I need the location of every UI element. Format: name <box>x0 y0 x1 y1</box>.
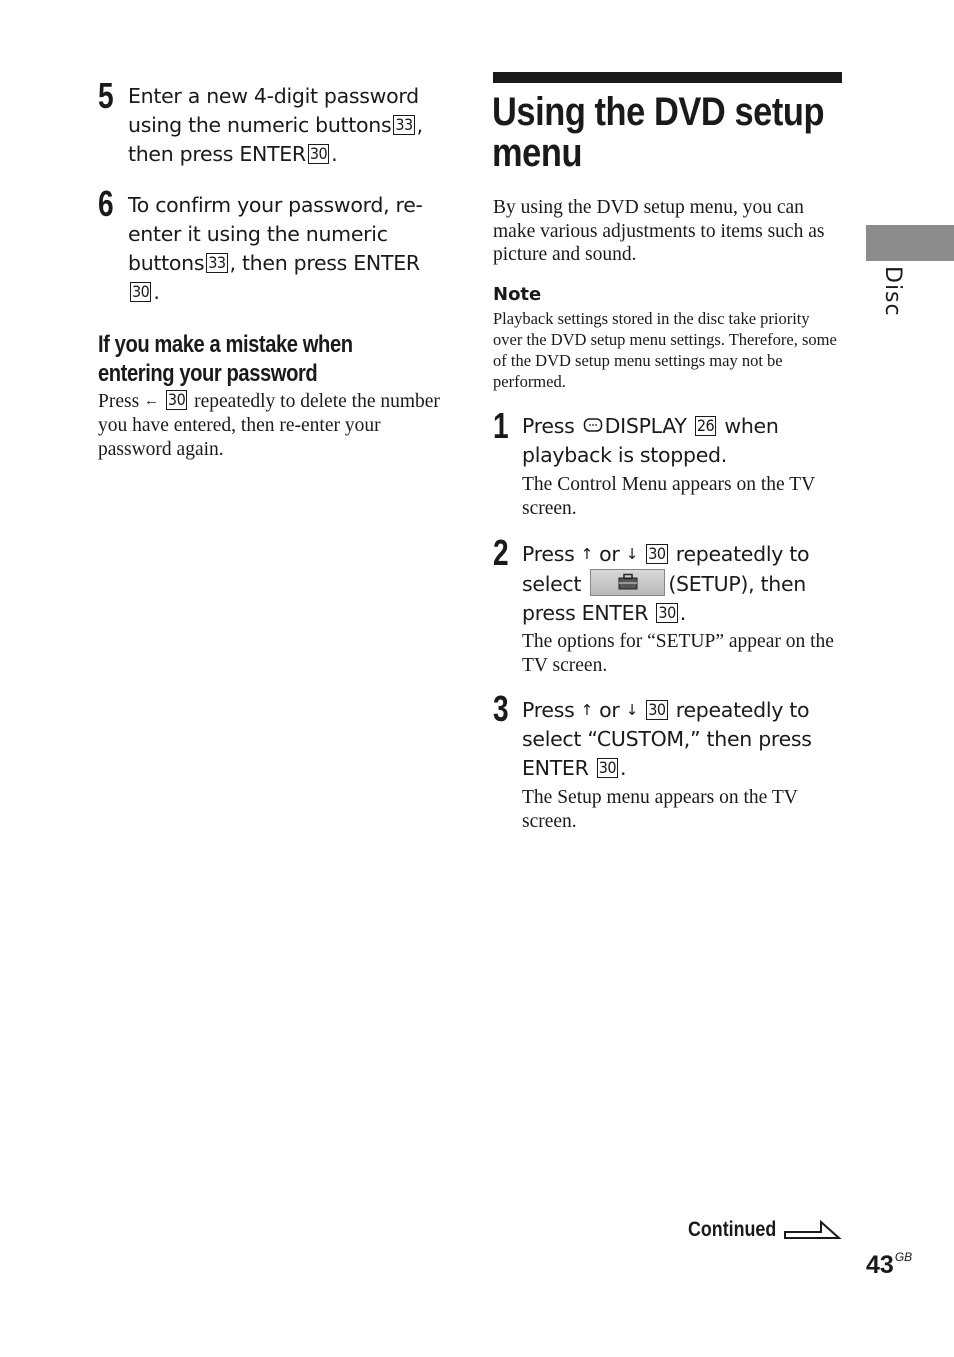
step-number-3: 3 <box>493 688 509 729</box>
page-number: $43^{GB}$ <box>866 1250 913 1279</box>
button-ref: 26 <box>696 416 715 435</box>
button-ref: 30 <box>132 282 150 301</box>
left-arrow-icon: ← <box>144 393 160 409</box>
step-5-text: Enter a new 4-digit password using the numeric buttons 33 , then press ENTER 30 . <box>128 84 423 166</box>
button-ref: 30 <box>309 144 328 163</box>
button-ref: 33 <box>395 115 413 134</box>
section-tab <box>866 225 954 261</box>
step-3-text: Press ↑ or ↓ 30 repeatedly to select “CUSTOM,” then press ENTER 30 . <box>522 698 812 780</box>
button-ref: 33 <box>208 253 226 272</box>
up-arrow-icon: ↑ <box>580 545 593 563</box>
step-number-1: 1 <box>493 405 509 446</box>
step-number-5: 5 <box>98 75 114 116</box>
continued-label: Continued <box>688 1218 777 1241</box>
intro-paragraph: By using the DVD setup menu, you can make various adjustments to items such as picture and sound. <box>493 197 825 265</box>
step-1-result: The Control Menu appears on the TV screen. <box>522 474 815 519</box>
step-3-result: The Setup menu appears on the TV screen. <box>522 787 798 832</box>
section-label: Disc <box>880 266 905 317</box>
note-text: Playback settings stored in the disc take priority over the DVD setup menu settings. Therefore, some of the DVD setup menu settings may not be performed. <box>493 309 837 391</box>
setup-toolbox-icon <box>590 569 665 596</box>
page-title: Using the DVD setup menu <box>492 90 825 175</box>
button-ref: 30 <box>598 758 617 777</box>
button-ref: 30 <box>658 603 676 622</box>
display-icon <box>583 417 603 433</box>
step-1-text: Press DISPLAY 26 when playback is stopped. <box>522 414 779 467</box>
step-6-text: To confirm your password, re-enter it using the numeric buttons 33 , then press ENTER30 . <box>128 193 423 304</box>
step-number-2: 2 <box>493 532 509 573</box>
continued-arrow-icon <box>783 1218 843 1242</box>
step-2-result: The options for “SETUP” appear on the TV screen. <box>522 631 834 676</box>
down-arrow-icon: ↓ <box>625 545 639 563</box>
title-rule <box>493 72 842 83</box>
button-ref: 30 <box>167 390 186 409</box>
up-arrow-icon: ↑ <box>580 701 593 719</box>
step-2-text: Press ↑ or ↓ 30 repeatedly to select (SETUP), then press ENTER 30 . <box>522 542 810 625</box>
mistake-heading: If you make a mistake when entering your password <box>98 331 353 387</box>
down-arrow-icon: ↓ <box>625 701 639 719</box>
button-ref: 30 <box>648 700 666 719</box>
note-label: Note <box>493 284 542 305</box>
mistake-body: Press ← 30 repeatedly to delete the number you have entered, then re-enter your password again. <box>98 390 440 460</box>
step-number-6: 6 <box>98 183 114 224</box>
button-ref: 30 <box>648 544 666 563</box>
